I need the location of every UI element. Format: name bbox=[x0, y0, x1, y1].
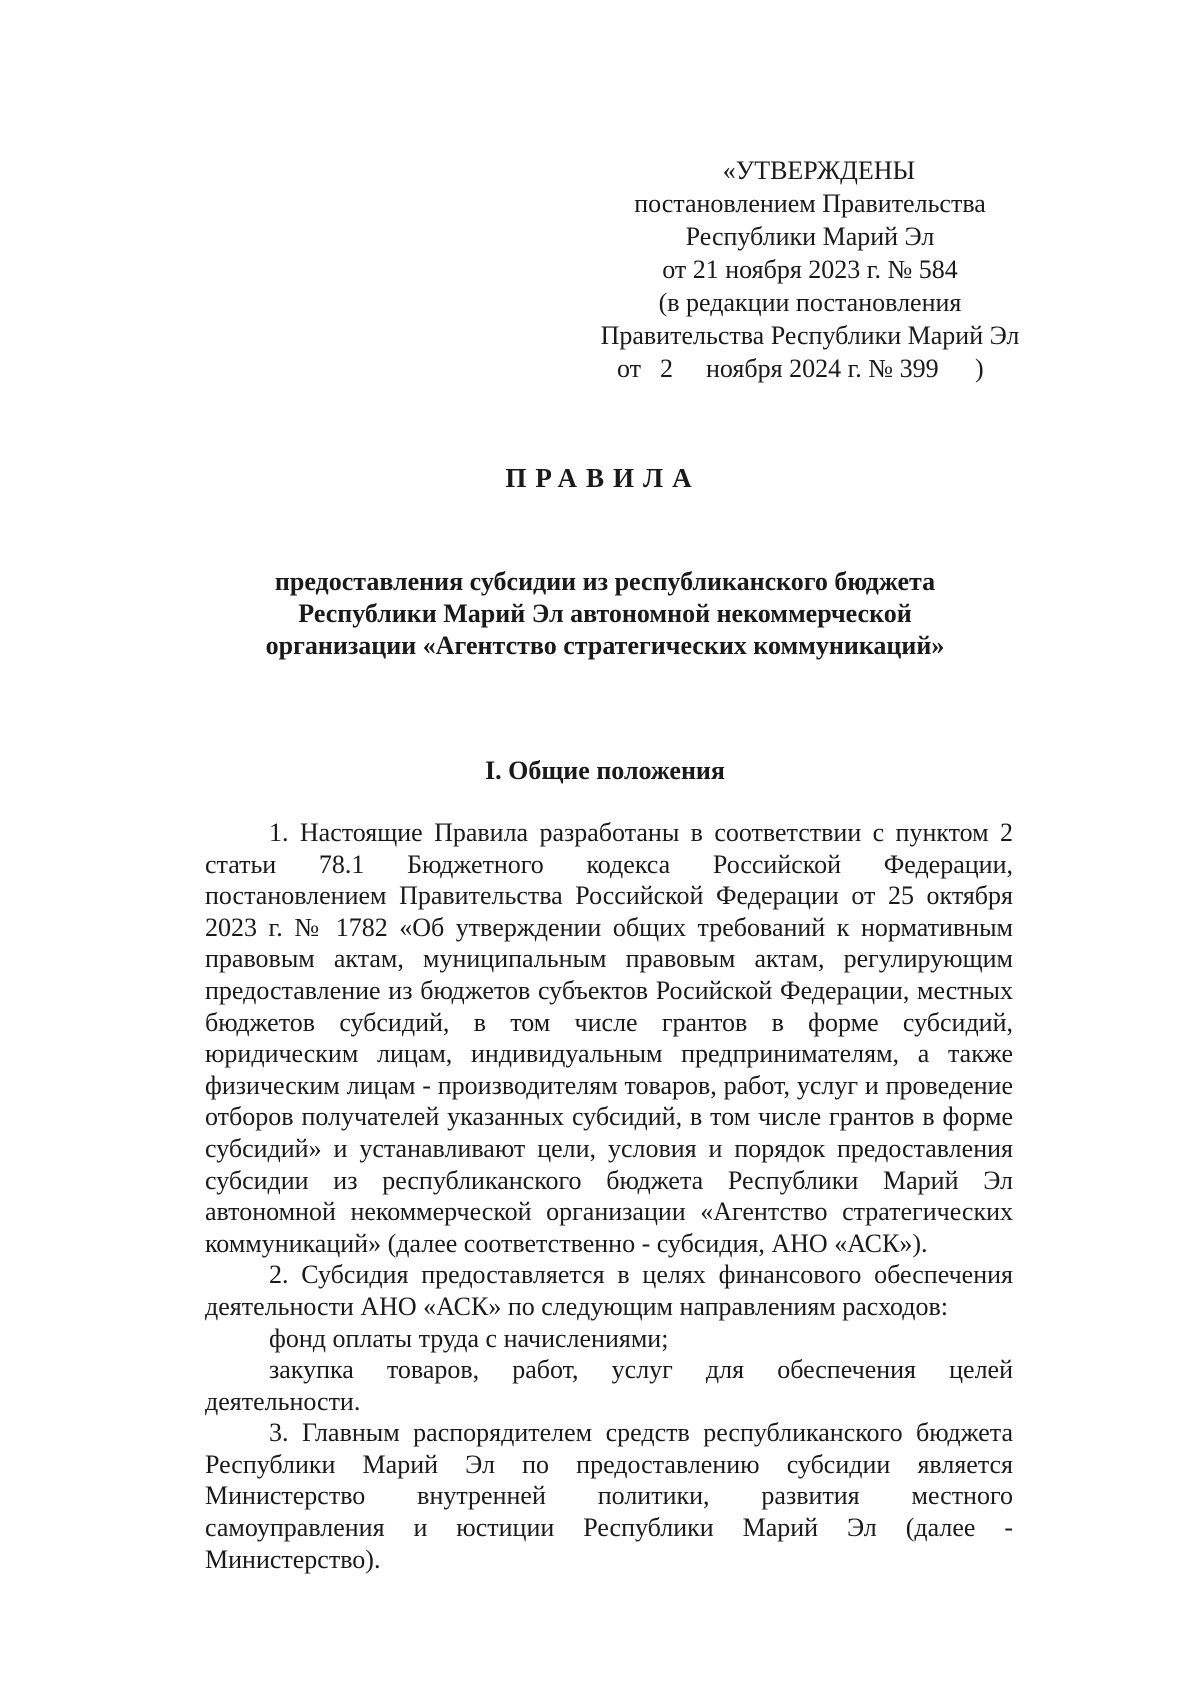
approval-date-day: 2 bbox=[660, 354, 673, 383]
approval-date-prefix: от bbox=[617, 354, 642, 383]
paragraph-3: 3. Главным распорядителем средств республиканского бюджета Республики Марий Эл по предоставлению субсидии является Министерство внутренней политики, развития местного самоуправления и юстиции Республики Марий Эл (далее - Министерство). bbox=[205, 1418, 1013, 1574]
document-subtitle bbox=[200, 566, 1010, 662]
approval-line-3: Республики Марий Эл bbox=[685, 222, 935, 251]
approval-line-4: от 21 ноября 2023 г. № 584 bbox=[662, 255, 958, 284]
document-title: ПРАВИЛА bbox=[505, 463, 701, 493]
paragraph-2-item-2: закупка товаров, работ, услуг для обеспечения целей деятельности. bbox=[205, 1355, 1013, 1416]
subtitle-line-1: предоставления субсидии из республиканского бюджета bbox=[274, 567, 936, 596]
approval-line-2: постановлением Правительства bbox=[634, 189, 986, 218]
approval-line-1: «УТВЕРЖДЕНЫ bbox=[722, 156, 916, 185]
approval-stamp bbox=[590, 154, 1030, 385]
document-body bbox=[205, 817, 1013, 1575]
approval-line-5: (в редакции постановления bbox=[658, 288, 962, 317]
subtitle-line-2: Республики Марий Эл автономной некоммерческой bbox=[298, 599, 912, 628]
section-heading: I. Общие положения bbox=[485, 756, 725, 785]
approval-line-6: Правительства Республики Марий Эл bbox=[600, 321, 1020, 350]
paragraph-2: 2. Субсидия предоставляется в целях финансового обеспечения деятельности АНО «АСК» по следующим направлениям расходов: bbox=[205, 1260, 1013, 1321]
approval-date-line bbox=[590, 352, 1030, 385]
approval-date-close: ) bbox=[975, 354, 984, 383]
paragraph-2-item-1: фонд оплаты труда с начислениями; bbox=[269, 1323, 669, 1353]
approval-date-rest: ноября 2024 г. № 399 bbox=[706, 354, 939, 383]
subtitle-line-3: организации «Агентство стратегических коммуникаций» bbox=[265, 631, 945, 660]
paragraph-1: 1. Настоящие Правила разработаны в соответствии с пунктом 2 статьи 78.1 Бюджетного кодекса Российской Федерации, постановлением Правительства Российской Федерации от 25 октября 2023 г. № 1782 «Об утверждении общих требований к нормативным правовым актам, муниципальным правовым актам, регулирующим предоставление из бюджетов субъектов Росийской Федерации, местных бюджетов субсидий, в том числе грантов в форме субсидий, юридическим лицам, индивидуальным предпринимателям, а также физическим лицам - производителям товаров, работ, услуг и проведение отборов получателей указанных субсидий, в том числе грантов в форме субсидий» и устанавливают цели, условия и порядок предоставления субсидии из республиканского бюджета Республики Марий Эл автономной некоммерческой организации «Агентство стратегических коммуникаций» (далее соответственно - субсидия, АНО «АСК»). bbox=[205, 818, 1013, 1258]
